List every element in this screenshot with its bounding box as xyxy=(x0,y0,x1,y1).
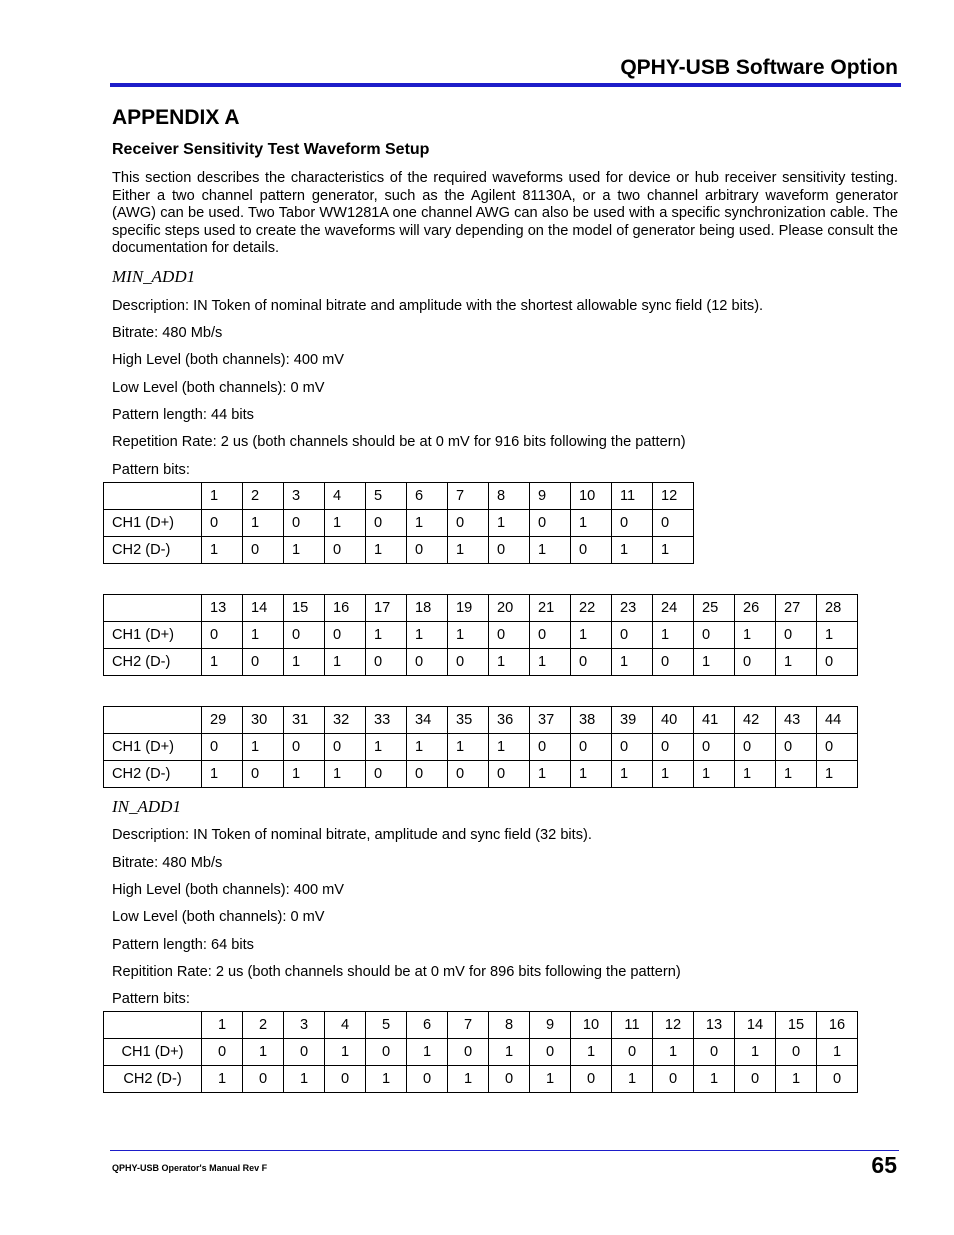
bit-value-cell: 0 xyxy=(817,1066,858,1093)
bit-value-cell: 0 xyxy=(530,734,571,761)
bit-index-cell: 40 xyxy=(653,707,694,734)
bit-value-cell: 1 xyxy=(776,761,817,788)
bit-index-cell: 4 xyxy=(325,1012,366,1039)
in-add1-low-level: Low Level (both channels): 0 mV xyxy=(112,909,325,925)
bit-value-cell: 0 xyxy=(612,510,653,537)
bit-value-cell: 0 xyxy=(776,622,817,649)
bit-value-cell: 0 xyxy=(366,1039,407,1066)
channel-label-cell: CH2 (D-) xyxy=(104,649,202,676)
min-add1-high-level: High Level (both channels): 400 mV xyxy=(112,352,345,368)
bit-value-cell: 0 xyxy=(571,734,612,761)
bit-value-cell: 0 xyxy=(530,622,571,649)
bit-value-cell: 0 xyxy=(653,734,694,761)
bit-index-cell: 6 xyxy=(407,483,448,510)
bit-index-cell: 15 xyxy=(284,595,325,622)
bit-index-cell: 15 xyxy=(776,1012,817,1039)
bit-index-cell: 17 xyxy=(366,595,407,622)
bit-index-cell: 30 xyxy=(243,707,284,734)
bit-index-cell: 10 xyxy=(571,1012,612,1039)
bit-value-cell: 0 xyxy=(243,649,284,676)
in-add1-title: IN_ADD1 xyxy=(112,797,181,816)
bit-value-cell: 1 xyxy=(612,649,653,676)
bit-value-cell: 1 xyxy=(612,761,653,788)
bit-value-cell: 1 xyxy=(817,1039,858,1066)
bit-value-cell: 0 xyxy=(653,649,694,676)
in-add1-bitrate: Bitrate: 480 Mb/s xyxy=(112,855,223,871)
min-add1-repetition: Repetition Rate: 2 us (both channels should be at 0 mV for 916 bits following the pattern) xyxy=(112,434,686,450)
bit-value-cell: 1 xyxy=(448,622,489,649)
table-header-row xyxy=(104,595,858,622)
bit-value-cell: 1 xyxy=(284,1066,325,1093)
bit-value-cell: 0 xyxy=(366,761,407,788)
bit-value-cell: 0 xyxy=(243,537,284,564)
bit-value-cell: 0 xyxy=(202,1039,243,1066)
bit-value-cell: 0 xyxy=(612,734,653,761)
bit-index-cell: 20 xyxy=(489,595,530,622)
min-add1-table-1 xyxy=(103,482,694,564)
bit-value-cell: 1 xyxy=(325,1039,366,1066)
header-rule xyxy=(110,83,901,87)
bit-value-cell: 1 xyxy=(653,537,694,564)
bit-value-cell: 0 xyxy=(653,510,694,537)
bit-value-cell: 1 xyxy=(202,537,243,564)
bit-value-cell: 0 xyxy=(489,761,530,788)
bit-index-cell: 33 xyxy=(366,707,407,734)
channel-label-cell: CH2 (D-) xyxy=(104,761,202,788)
bit-value-cell: 0 xyxy=(448,1039,489,1066)
bit-index-cell: 25 xyxy=(694,595,735,622)
bit-value-cell: 1 xyxy=(571,510,612,537)
bit-index-cell: 24 xyxy=(653,595,694,622)
bit-value-cell: 1 xyxy=(284,649,325,676)
table-row xyxy=(104,537,694,564)
channel-label-cell: CH2 (D-) xyxy=(104,537,202,564)
bit-value-cell: 0 xyxy=(202,510,243,537)
bit-value-cell: 0 xyxy=(817,734,858,761)
bit-value-cell: 1 xyxy=(407,1039,448,1066)
bit-value-cell: 1 xyxy=(653,1039,694,1066)
bit-value-cell: 0 xyxy=(407,649,448,676)
bit-value-cell: 1 xyxy=(817,761,858,788)
table-corner-cell xyxy=(104,707,202,734)
min-add1-table-3 xyxy=(103,706,858,788)
table-row xyxy=(104,1066,858,1093)
bit-value-cell: 0 xyxy=(448,649,489,676)
bit-index-cell: 7 xyxy=(448,1012,489,1039)
bit-value-cell: 1 xyxy=(653,761,694,788)
page-number: 65 xyxy=(871,1152,897,1178)
bit-index-cell: 6 xyxy=(407,1012,448,1039)
bit-index-cell: 38 xyxy=(571,707,612,734)
bit-index-cell: 37 xyxy=(530,707,571,734)
bit-index-cell: 1 xyxy=(202,483,243,510)
bit-value-cell: 0 xyxy=(243,1066,284,1093)
bit-value-cell: 1 xyxy=(325,510,366,537)
bit-value-cell: 1 xyxy=(366,622,407,649)
bit-value-cell: 0 xyxy=(325,734,366,761)
in-add1-description: Description: IN Token of nominal bitrate, amplitude and sync field (32 bits). xyxy=(112,827,592,843)
table-corner-cell xyxy=(104,1012,202,1039)
bit-value-cell: 0 xyxy=(489,537,530,564)
bit-value-cell: 1 xyxy=(202,1066,243,1093)
min-add1-pattern-length: Pattern length: 44 bits xyxy=(112,407,254,423)
bit-value-cell: 0 xyxy=(407,761,448,788)
bit-index-cell: 8 xyxy=(489,483,530,510)
bit-index-cell: 14 xyxy=(243,595,284,622)
bit-value-cell: 1 xyxy=(448,734,489,761)
bit-value-cell: 1 xyxy=(653,622,694,649)
bit-value-cell: 1 xyxy=(325,649,366,676)
bit-value-cell: 1 xyxy=(776,649,817,676)
bit-value-cell: 1 xyxy=(202,761,243,788)
bit-value-cell: 1 xyxy=(243,622,284,649)
appendix-title: APPENDIX A xyxy=(112,106,240,129)
bit-value-cell: 1 xyxy=(530,761,571,788)
bit-index-cell: 34 xyxy=(407,707,448,734)
bit-value-cell: 1 xyxy=(694,649,735,676)
bit-value-cell: 0 xyxy=(817,649,858,676)
bit-value-cell: 1 xyxy=(735,761,776,788)
bit-index-cell: 21 xyxy=(530,595,571,622)
bit-index-cell: 12 xyxy=(653,483,694,510)
bit-value-cell: 1 xyxy=(817,622,858,649)
channel-label-cell: CH1 (D+) xyxy=(104,510,202,537)
bit-index-cell: 23 xyxy=(612,595,653,622)
header-title: QPHY-USB Software Option xyxy=(620,56,898,79)
bit-value-cell: 0 xyxy=(325,622,366,649)
bit-value-cell: 0 xyxy=(735,649,776,676)
bit-value-cell: 0 xyxy=(694,622,735,649)
bit-index-cell: 36 xyxy=(489,707,530,734)
table-header-row xyxy=(104,707,858,734)
bit-value-cell: 0 xyxy=(325,537,366,564)
bit-value-cell: 0 xyxy=(653,1066,694,1093)
bit-index-cell: 42 xyxy=(735,707,776,734)
bit-value-cell: 1 xyxy=(489,734,530,761)
bit-index-cell: 11 xyxy=(612,483,653,510)
bit-value-cell: 0 xyxy=(571,537,612,564)
table-header-row xyxy=(104,1012,858,1039)
bit-value-cell: 0 xyxy=(776,1039,817,1066)
bit-value-cell: 1 xyxy=(776,1066,817,1093)
bit-value-cell: 1 xyxy=(366,734,407,761)
bit-value-cell: 0 xyxy=(735,734,776,761)
bit-value-cell: 1 xyxy=(735,1039,776,1066)
min-add1-description: Description: IN Token of nominal bitrate and amplitude with the shortest allowable sync field (12 bits). xyxy=(112,298,764,314)
bit-value-cell: 1 xyxy=(489,510,530,537)
channel-label-cell: CH1 (D+) xyxy=(104,622,202,649)
bit-index-cell: 13 xyxy=(694,1012,735,1039)
bit-value-cell: 1 xyxy=(284,537,325,564)
bit-index-cell: 16 xyxy=(325,595,366,622)
bit-value-cell: 1 xyxy=(489,1039,530,1066)
bit-index-cell: 28 xyxy=(817,595,858,622)
bit-value-cell: 1 xyxy=(530,537,571,564)
bit-index-cell: 11 xyxy=(612,1012,653,1039)
channel-label-cell: CH1 (D+) xyxy=(104,1039,202,1066)
bit-index-cell: 18 xyxy=(407,595,448,622)
bit-value-cell: 1 xyxy=(366,537,407,564)
bit-index-cell: 3 xyxy=(284,483,325,510)
bit-value-cell: 0 xyxy=(489,1066,530,1093)
bit-value-cell: 1 xyxy=(530,1066,571,1093)
bit-value-cell: 1 xyxy=(735,622,776,649)
bit-value-cell: 0 xyxy=(530,1039,571,1066)
bit-index-cell: 13 xyxy=(202,595,243,622)
bit-value-cell: 1 xyxy=(243,1039,284,1066)
footer-rule xyxy=(110,1150,899,1151)
in-add1-pattern-label: Pattern bits: xyxy=(112,991,190,1007)
bit-index-cell: 31 xyxy=(284,707,325,734)
table-row xyxy=(104,622,858,649)
bit-value-cell: 1 xyxy=(694,1066,735,1093)
bit-index-cell: 3 xyxy=(284,1012,325,1039)
min-add1-table-2 xyxy=(103,594,858,676)
bit-value-cell: 0 xyxy=(735,1066,776,1093)
footer-manual-title: QPHY-USB Operator's Manual Rev F xyxy=(112,1163,268,1173)
bit-index-cell: 43 xyxy=(776,707,817,734)
bit-index-cell: 12 xyxy=(653,1012,694,1039)
bit-index-cell: 16 xyxy=(817,1012,858,1039)
bit-value-cell: 1 xyxy=(284,761,325,788)
bit-index-cell: 22 xyxy=(571,595,612,622)
bit-index-cell: 5 xyxy=(366,1012,407,1039)
bit-index-cell: 44 xyxy=(817,707,858,734)
channel-label-cell: CH1 (D+) xyxy=(104,734,202,761)
section-subheading: Receiver Sensitivity Test Waveform Setup xyxy=(112,141,430,158)
bit-value-cell: 0 xyxy=(407,537,448,564)
table-header-row xyxy=(104,483,694,510)
min-add1-pattern-label: Pattern bits: xyxy=(112,462,190,478)
min-add1-bitrate: Bitrate: 480 Mb/s xyxy=(112,325,223,341)
bit-value-cell: 1 xyxy=(612,1066,653,1093)
bit-value-cell: 0 xyxy=(571,649,612,676)
table-row xyxy=(104,1039,858,1066)
bit-value-cell: 1 xyxy=(571,1039,612,1066)
bit-value-cell: 0 xyxy=(612,622,653,649)
bit-index-cell: 10 xyxy=(571,483,612,510)
table-row xyxy=(104,649,858,676)
bit-value-cell: 0 xyxy=(489,622,530,649)
table-corner-cell xyxy=(104,483,202,510)
bit-value-cell: 0 xyxy=(284,622,325,649)
bit-value-cell: 0 xyxy=(325,1066,366,1093)
bit-index-cell: 41 xyxy=(694,707,735,734)
table-row xyxy=(104,761,858,788)
bit-value-cell: 1 xyxy=(366,1066,407,1093)
bit-value-cell: 0 xyxy=(202,734,243,761)
bit-index-cell: 8 xyxy=(489,1012,530,1039)
intro-paragraph: This section describes the characteristics of the required waveforms used for device or hub receiver sensitivity testing. Either a two channel pattern generator, such as the Agilent 81130A, or a two channel arbitrary waveform generator (AWG) can be used. Two Tabor WW1281A one channel AWG can also be used with a specific synchronization cable. The specific steps used to create the waveforms will vary depending on the model of generator being used. Please consult the documentation for details. xyxy=(112,170,898,257)
bit-value-cell: 0 xyxy=(448,510,489,537)
bit-value-cell: 0 xyxy=(530,510,571,537)
bit-index-cell: 29 xyxy=(202,707,243,734)
bit-value-cell: 0 xyxy=(284,1039,325,1066)
bit-index-cell: 2 xyxy=(243,1012,284,1039)
in-add1-pattern-length: Pattern length: 64 bits xyxy=(112,937,254,953)
in-add1-high-level: High Level (both channels): 400 mV xyxy=(112,882,345,898)
bit-value-cell: 0 xyxy=(366,649,407,676)
table-corner-cell xyxy=(104,595,202,622)
bit-value-cell: 0 xyxy=(366,510,407,537)
bit-value-cell: 0 xyxy=(694,1039,735,1066)
bit-value-cell: 0 xyxy=(284,734,325,761)
table-row xyxy=(104,510,694,537)
bit-value-cell: 1 xyxy=(407,734,448,761)
bit-index-cell: 9 xyxy=(530,483,571,510)
bit-value-cell: 0 xyxy=(612,1039,653,1066)
bit-index-cell: 14 xyxy=(735,1012,776,1039)
bit-index-cell: 35 xyxy=(448,707,489,734)
bit-value-cell: 0 xyxy=(243,761,284,788)
bit-index-cell: 39 xyxy=(612,707,653,734)
in-add1-table-1 xyxy=(103,1011,858,1093)
bit-value-cell: 0 xyxy=(202,622,243,649)
channel-label-cell: CH2 (D-) xyxy=(104,1066,202,1093)
bit-index-cell: 32 xyxy=(325,707,366,734)
bit-index-cell: 2 xyxy=(243,483,284,510)
bit-index-cell: 9 xyxy=(530,1012,571,1039)
bit-index-cell: 7 xyxy=(448,483,489,510)
bit-value-cell: 1 xyxy=(571,622,612,649)
bit-index-cell: 19 xyxy=(448,595,489,622)
bit-value-cell: 1 xyxy=(612,537,653,564)
bit-value-cell: 1 xyxy=(243,734,284,761)
bit-index-cell: 27 xyxy=(776,595,817,622)
bit-value-cell: 1 xyxy=(407,510,448,537)
bit-value-cell: 1 xyxy=(407,622,448,649)
bit-index-cell: 1 xyxy=(202,1012,243,1039)
bit-value-cell: 1 xyxy=(448,1066,489,1093)
bit-value-cell: 1 xyxy=(530,649,571,676)
table-row xyxy=(104,734,858,761)
bit-value-cell: 1 xyxy=(202,649,243,676)
min-add1-low-level: Low Level (both channels): 0 mV xyxy=(112,380,325,396)
bit-index-cell: 5 xyxy=(366,483,407,510)
bit-value-cell: 0 xyxy=(284,510,325,537)
bit-value-cell: 1 xyxy=(448,537,489,564)
bit-value-cell: 0 xyxy=(776,734,817,761)
bit-value-cell: 0 xyxy=(571,1066,612,1093)
bit-value-cell: 1 xyxy=(571,761,612,788)
bit-value-cell: 0 xyxy=(694,734,735,761)
bit-value-cell: 1 xyxy=(243,510,284,537)
in-add1-repetition: Repitition Rate: 2 us (both channels should be at 0 mV for 896 bits following the pattern) xyxy=(112,964,681,980)
min-add1-title: MIN_ADD1 xyxy=(112,267,196,286)
bit-value-cell: 1 xyxy=(489,649,530,676)
bit-value-cell: 0 xyxy=(407,1066,448,1093)
bit-index-cell: 4 xyxy=(325,483,366,510)
bit-value-cell: 1 xyxy=(325,761,366,788)
bit-value-cell: 1 xyxy=(694,761,735,788)
bit-index-cell: 26 xyxy=(735,595,776,622)
bit-value-cell: 0 xyxy=(448,761,489,788)
